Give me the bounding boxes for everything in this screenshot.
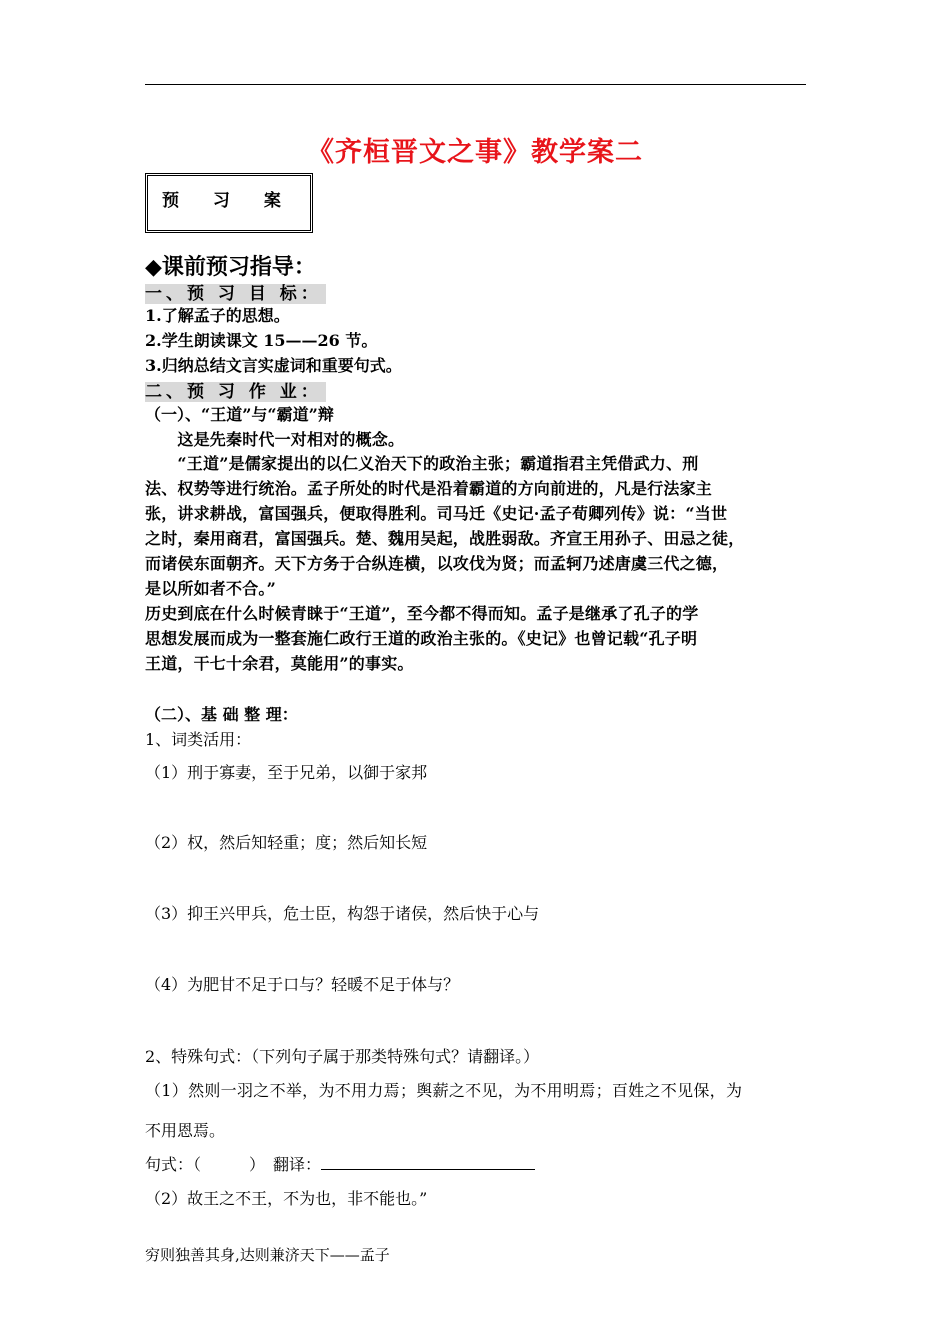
exercise-item: （1）刑于寡妻，至于兄弟，以御于家邦 <box>145 763 428 782</box>
exercise-item: （2）权，然后知轻重；度；然后知长短 <box>145 833 428 852</box>
answer-line <box>145 1152 535 1175</box>
paragraph-line: 王道，干七十余君，莫能用”的事实。 <box>145 654 414 673</box>
document-title: 《齐桓晋文之事》教学案二 <box>307 137 643 168</box>
sentence-line: （2）故王之不王，不为也，非不能也。” <box>145 1189 428 1208</box>
paragraph-line: 历史到底在什么时候青睐于“王道”，至今都不得而知。孟子是继承了孔子的学 <box>145 604 699 623</box>
sub2-heading: （二）、基 础 整 理： <box>145 705 298 724</box>
paragraph-line: 张，讲求耕战，富国强兵，便取得胜利。司马迁《史记·孟子荀卿列传》说：“当世 <box>145 504 728 523</box>
goal-item: 3.归纳总结文言实虚词和重要句式。 <box>145 356 402 375</box>
sentence-type-label: 句式：（ ） <box>145 1155 258 1174</box>
sentence-line: 不用恩焉。 <box>145 1121 226 1140</box>
paragraph-line: 这是先秦时代一对相对的概念。 <box>145 430 405 449</box>
preview-box <box>145 173 313 233</box>
translation-blank[interactable] <box>321 1155 535 1170</box>
section1-heading <box>145 279 326 304</box>
sub1-heading: （一）、“王道”与“霸道”辩 <box>145 405 334 424</box>
paragraph-line: 而诸侯东面朝齐。天下方务于合纵连横，以攻伐为贤；而孟轲乃述唐虞三代之德， <box>145 554 729 573</box>
section1-heading-text: 一、预 习 目 标： <box>145 284 326 304</box>
goal-item: 1.了解孟子的思想。 <box>145 306 290 325</box>
guide-heading: ◆课前预习指导： <box>145 255 316 280</box>
section2-heading-text: 二、预 习 作 业： <box>145 382 326 402</box>
paragraph-line: 思想发展而成为一整套施仁政行王道的政治主张的。《史记》也曾记载“孔子明 <box>145 629 698 648</box>
paragraph-line: “王道”是儒家提出的以仁义治天下的政治主张；霸道指君主凭借武力、刑 <box>145 454 699 473</box>
paragraph-line: 之时，秦用商君，富国强兵。楚、魏用吴起，战胜弱敌。齐宣王用孙子、田忌之徒， <box>145 529 745 548</box>
exercise-item: （3）抑王兴甲兵，危士臣，构怨于诸侯，然后快于心与 <box>145 904 540 923</box>
paragraph-line: 法、权势等进行统治。孟子所处的时代是沿着霸道的方向前进的，凡是行法家主 <box>145 479 713 498</box>
section2-heading <box>145 377 326 402</box>
sentence-line: （1）然则一羽之不举，为不用力焉；舆薪之不见，为不用明焉；百姓之不见保，为 <box>145 1081 743 1100</box>
page-footer: 穷则独善其身,达则兼济天下——孟子 <box>145 1246 390 1264</box>
header-rule <box>145 84 806 85</box>
part1-heading: 1、词类活用： <box>145 730 252 749</box>
translation-label: 翻译： <box>257 1155 322 1174</box>
part2-heading: 2、特殊句式：（下列句子属于那类特殊句式？请翻译。） <box>145 1047 540 1066</box>
preview-box-label: 预 习 案 <box>162 191 295 211</box>
paragraph-line: 是以所如者不合。” <box>145 579 277 598</box>
goal-item: 2.学生朗读课文 15——26 节。 <box>145 331 378 350</box>
exercise-item: （4）为肥甘不足于口与？轻暖不足于体与？ <box>145 975 460 994</box>
